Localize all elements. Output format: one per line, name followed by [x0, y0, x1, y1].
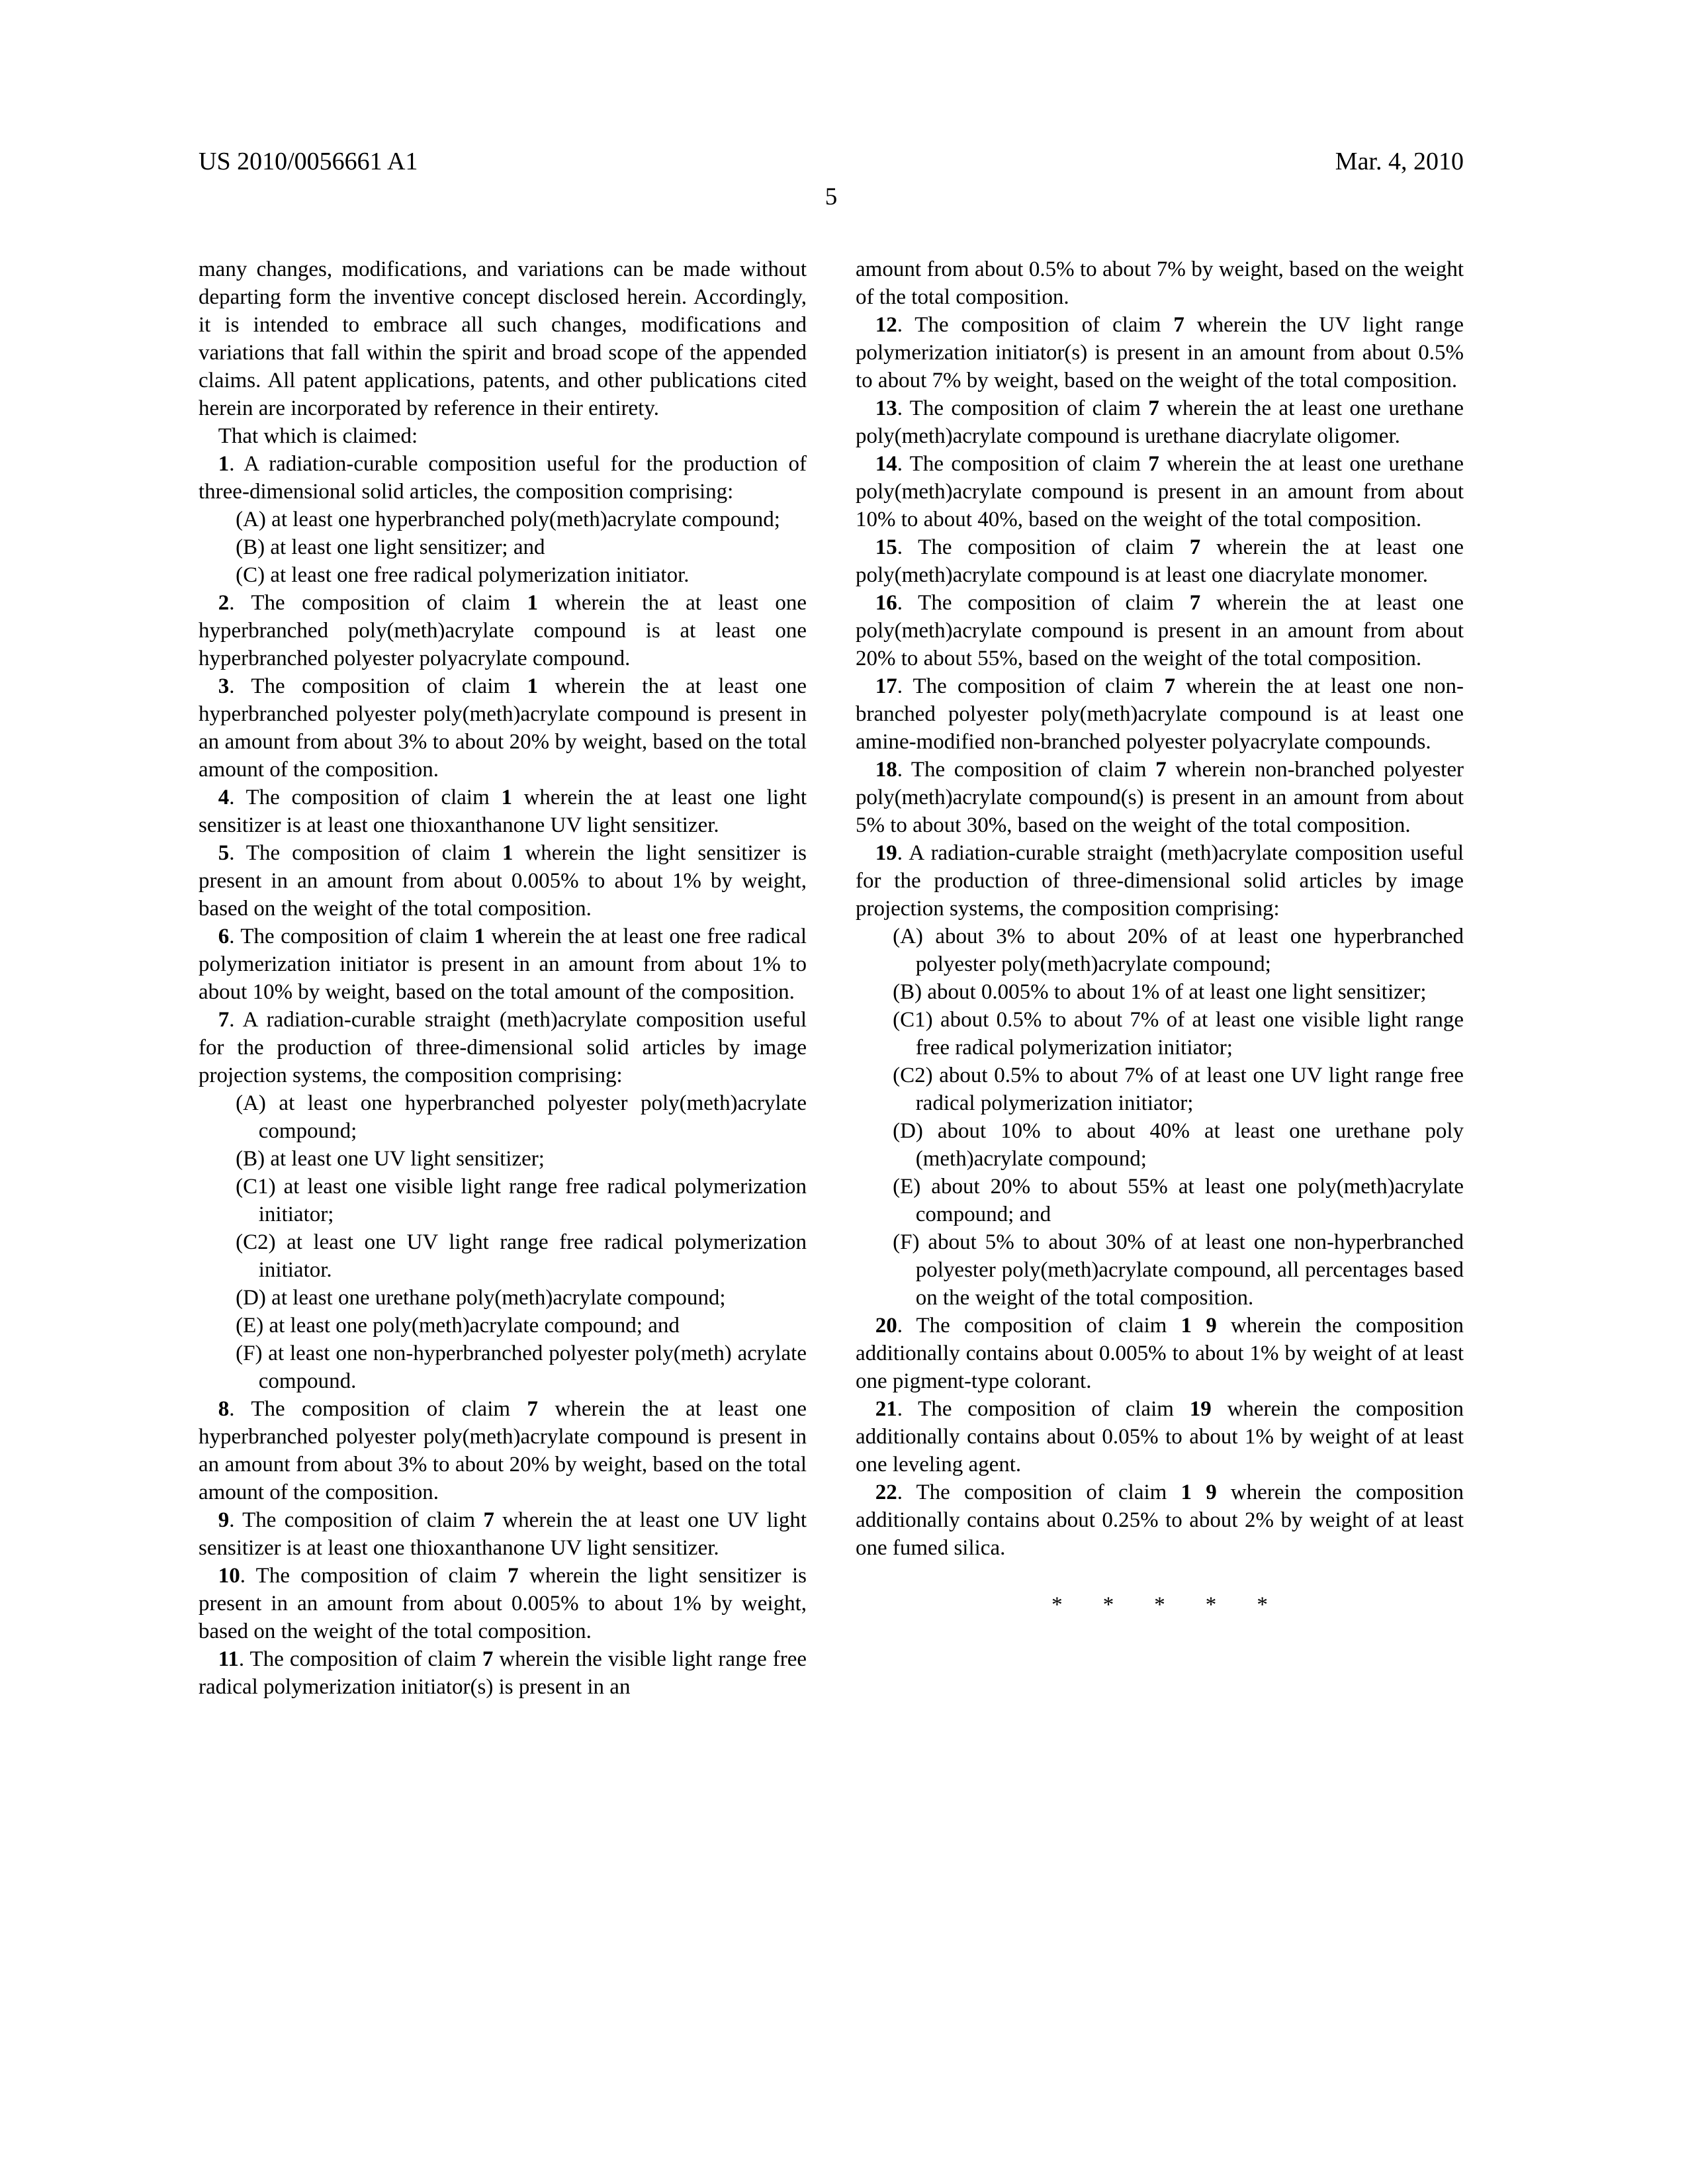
claim-number: 7	[1148, 452, 1159, 476]
claim-14: 14. The composition of claim 7 wherein the at least one urethane poly(meth)acrylate compound is present in an amount from about 10% to about 40%, based on the weight of the total composition.	[856, 452, 1464, 531]
claim-number: 1	[502, 841, 513, 865]
claim-number: 17	[875, 674, 897, 698]
claim-subitem: (C1) at least one visible light range free radical polymerization initiator;	[236, 1175, 807, 1226]
claim-1: 1. A radiation-curable composition useful for the production of three-dimensional solid articles, the composition comprising:	[199, 452, 807, 504]
claim-5: 5. The composition of claim 1 wherein the light sensitizer is present in an amount from about 0.005% to about 1% by weight, based on the weight of the total composition.	[199, 841, 807, 921]
claim-number: 7	[527, 1397, 539, 1421]
page-number: 5	[825, 183, 838, 210]
claim-subitem: (A) about 3% to about 20% of at least one hyperbranched polyester poly(meth)acrylate compound;	[893, 925, 1464, 976]
claim-20: 20. The composition of claim 1 9 wherein the composition additionally contains about 0.005% to about 1% by weight of at least one pigment-type colorant.	[856, 1314, 1464, 1393]
claim-number: 1 9	[1181, 1314, 1217, 1338]
claim-number: 21	[875, 1397, 897, 1421]
claim-number: 7	[1189, 591, 1201, 615]
claim-subitem: (F) about 5% to about 30% of at least one non-hyperbranched polyester poly(meth)acrylate compound, all percentages based on the weight of the total composition.	[893, 1230, 1464, 1310]
claim-subitem: (E) about 20% to about 55% at least one poly(meth)acrylate compound; and	[893, 1175, 1464, 1226]
claim-number: 7	[1189, 535, 1201, 559]
claim-12: 12. The composition of claim 7 wherein the UV light range polymerization initiator(s) is present in an amount from about 0.5% to about 7% by weight, based on the weight of the total composition.	[856, 313, 1464, 392]
claim-number: 10	[218, 1564, 240, 1588]
claim-number: 7	[1155, 758, 1167, 782]
claim-number: 2	[218, 591, 230, 615]
claim-8: 8. The composition of claim 7 wherein the at least one hyperbranched polyester poly(meth)acrylate compound is present in an amount from about 3% to about 20% by weight, based on the total amount of the composition.	[199, 1397, 807, 1504]
claim-subitem: (C2) at least one UV light range free radical polymerization initiator.	[236, 1230, 807, 1282]
claim-number: 3	[218, 674, 230, 698]
claim-number: 1	[218, 452, 230, 476]
claim-number: 13	[875, 396, 897, 420]
claim-number: 7	[1164, 674, 1175, 698]
claim-number: 7	[482, 1647, 494, 1671]
claim-number: 9	[218, 1508, 230, 1532]
claim-number: 4	[218, 786, 230, 809]
claim-number: 7	[1148, 396, 1159, 420]
claim-number: 1	[527, 591, 539, 615]
claim-11: 11. The composition of claim 7 wherein the visible light range free radical polymerization initiator(s) is present in an	[199, 1647, 807, 1699]
claim-subitem: (F) at least one non-hyperbranched polyester poly(meth) acrylate compound.	[236, 1342, 807, 1393]
claim-17: 17. The composition of claim 7 wherein the at least one non-branched polyester poly(meth)acrylate compound is at least one amine-modified non-branched polyester polyacrylate compounds.	[856, 674, 1464, 754]
claim-16: 16. The composition of claim 7 wherein the at least one poly(meth)acrylate compound is present in an amount from about 20% to about 55%, based on the weight of the total composition.	[856, 591, 1464, 670]
claim-number: 5	[218, 841, 230, 865]
publication-date: Mar. 4, 2010	[1335, 148, 1464, 175]
claim-22: 22. The composition of claim 1 9 wherein the composition additionally contains about 0.25% to about 2% by weight of at least one fumed silica.	[856, 1480, 1464, 1560]
claim-number: 7	[218, 1008, 230, 1032]
claim-6: 6. The composition of claim 1 wherein the at least one free radical polymerization initiator is present in an amount from about 1% to about 10% by weight, based on the total amount of the composition.	[199, 925, 807, 1004]
claim-number: 14	[875, 452, 897, 476]
page-header	[199, 147, 1464, 176]
claim-number: 15	[875, 535, 897, 559]
claim-number: 20	[875, 1314, 897, 1338]
claim-subitem: (C1) about 0.5% to about 7% of at least one visible light range free radical polymerization initiator;	[893, 1008, 1464, 1060]
claim-number: 1	[501, 786, 512, 809]
claim-number: 1 9	[1181, 1480, 1217, 1504]
claim-number: 7	[508, 1564, 519, 1588]
claim-number: 12	[875, 313, 897, 337]
claim-15: 15. The composition of claim 7 wherein the at least one poly(meth)acrylate compound is at least one diacrylate monomer.	[856, 535, 1464, 587]
claim-13: 13. The composition of claim 7 wherein the at least one urethane poly(meth)acrylate compound is urethane diacrylate oligomer.	[856, 396, 1464, 448]
claim-18: 18. The composition of claim 7 wherein non-branched polyester poly(meth)acrylate compound(s) is present in an amount from about 5% to about 30%, based on the weight of the total composition.	[856, 758, 1464, 837]
claim-number: 18	[875, 758, 897, 782]
claim-subitem: (A) at least one hyperbranched poly(meth)acrylate compound;	[236, 508, 780, 531]
claim-number: 19	[1189, 1397, 1212, 1421]
claim-3: 3. The composition of claim 1 wherein the at least one hyperbranched polyester poly(meth)acrylate compound is present in an amount from about 3% to about 20% by weight, based on the total amount of the composition.	[199, 674, 807, 782]
claim-subitem: (C) at least one free radical polymerization initiator.	[236, 563, 690, 587]
claim-subitem: (D) about 10% to about 40% at least one urethane poly (meth)acrylate compound;	[893, 1119, 1464, 1171]
claim-number: 7	[1173, 313, 1184, 337]
claim-subitem: (A) at least one hyperbranched polyester poly(meth)acrylate compound;	[236, 1091, 807, 1143]
claim-number: 11	[218, 1647, 239, 1671]
right-column	[856, 255, 1464, 1701]
claim-subitem: (D) at least one urethane poly(meth)acrylate compound;	[236, 1286, 726, 1310]
claim-subitem: (C2) about 0.5% to about 7% of at least one UV light range free radical polymerization initiator;	[893, 1064, 1464, 1115]
claim-number: 7	[483, 1508, 494, 1532]
claim-subitem: (B) at least one light sensitizer; and	[236, 535, 545, 559]
body-paragraph: many changes, modifications, and variations can be made without departing form the inventive concept disclosed herein. Accordingly, it is intended to embrace all such changes, modifications and variations that fall within the spirit and broad scope of the appended claims. All patent applications, patents, and other publications cited herein are incorporated by reference in their entirety.	[199, 257, 807, 420]
claim-21: 21. The composition of claim 19 wherein the composition additionally contains about 0.05% to about 1% by weight of at least one leveling agent.	[856, 1397, 1464, 1477]
claim-number: 1	[474, 925, 486, 948]
claim-number: 16	[875, 591, 897, 615]
body-paragraph: amount from about 0.5% to about 7% by weight, based on the weight of the total composition.	[856, 257, 1464, 309]
claim-subitem: (E) at least one poly(meth)acrylate compound; and	[236, 1314, 680, 1338]
claim-number: 22	[875, 1480, 897, 1504]
claim-9: 9. The composition of claim 7 wherein the at least one UV light sensitizer is at least one thioxanthanone UV light sensitizer.	[199, 1508, 807, 1560]
claim-number: 6	[218, 925, 230, 948]
claim-4: 4. The composition of claim 1 wherein the at least one light sensitizer is at least one thioxanthanone UV light sensitizer.	[199, 786, 807, 837]
claim-10: 10. The composition of claim 7 wherein the light sensitizer is present in an amount from about 0.005% to about 1% by weight, based on the weight of the total composition.	[199, 1564, 807, 1643]
claim-number: 8	[218, 1397, 230, 1421]
claim-number: 1	[527, 674, 539, 698]
claim-number: 19	[875, 841, 897, 865]
claims-text-body	[199, 255, 1464, 1701]
claim-2: 2. The composition of claim 1 wherein the at least one hyperbranched poly(meth)acrylate compound is at least one hyperbranched polyester polyacrylate compound.	[199, 591, 807, 670]
claim-7: 7. A radiation-curable straight (meth)acrylate composition useful for the production of three-dimensional solid articles by image projection systems, the composition comprising:	[199, 1008, 807, 1087]
claims-intro: That which is claimed:	[218, 424, 418, 448]
claim-subitem: (B) at least one UV light sensitizer;	[236, 1147, 545, 1171]
publication-number: US 2010/0056661 A1	[199, 148, 418, 175]
left-column	[199, 255, 807, 1701]
claim-19: 19. A radiation-curable straight (meth)acrylate composition useful for the production of three-dimensional solid articles by image projection systems, the composition comprising:	[856, 841, 1464, 921]
claim-subitem: (B) about 0.005% to about 1% of at least one light sensitizer;	[893, 980, 1427, 1004]
end-of-claims-asterisks: * * * * *	[1051, 1593, 1268, 1617]
